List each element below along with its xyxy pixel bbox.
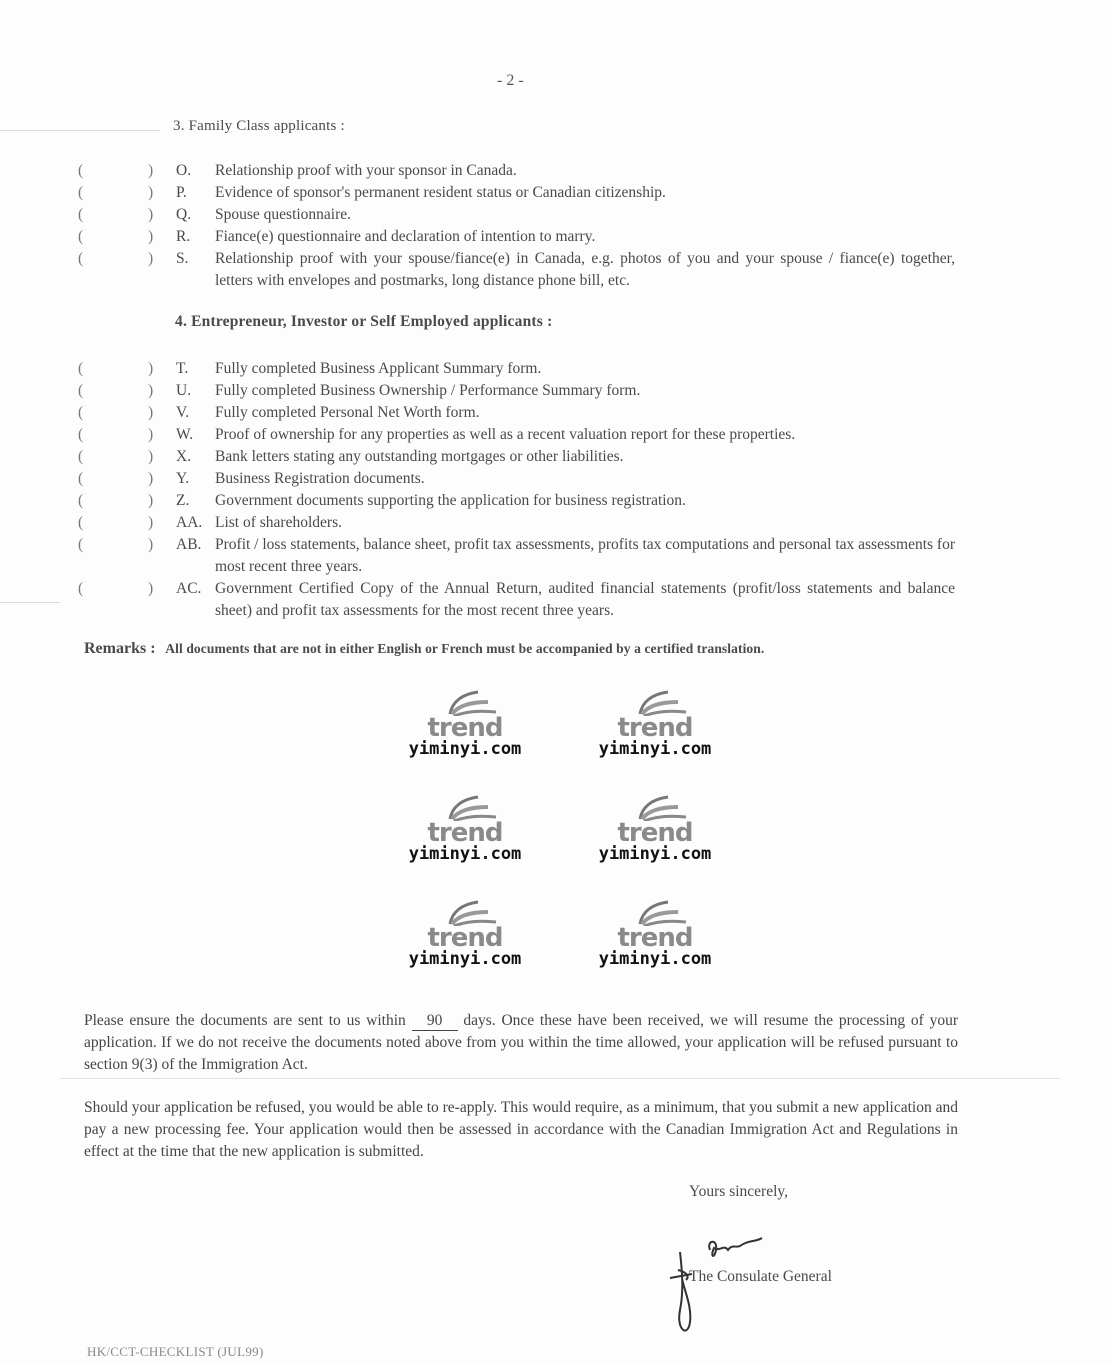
item-code: U.	[176, 382, 192, 399]
checkbox-close[interactable]: )	[148, 404, 154, 421]
watermark-site: yiminyi.com	[408, 739, 522, 759]
scan-artifact-line	[0, 130, 160, 131]
checkbox-open[interactable]: (	[78, 206, 84, 223]
checkbox-open[interactable]: (	[78, 492, 84, 509]
item-text: Spouse questionnaire.	[215, 206, 352, 223]
item-text: Evidence of sponsor's permanent resident status or Canadian citizenship.	[215, 184, 666, 201]
checkbox-close[interactable]: )	[148, 184, 154, 201]
item-code: AC.	[176, 580, 202, 597]
watermark-logo: trend	[617, 923, 693, 953]
checkbox-open[interactable]: (	[78, 184, 84, 201]
item-code: V.	[176, 404, 190, 421]
item-code: W.	[176, 426, 194, 443]
watermark-site: yiminyi.com	[408, 949, 522, 969]
watermark	[585, 690, 725, 758]
watermark	[395, 900, 535, 968]
watermark-site: yiminyi.com	[598, 739, 712, 759]
checkbox-close[interactable]: )	[148, 426, 154, 443]
item-text: Fully completed Personal Net Worth form.	[215, 404, 480, 421]
item-code: Y.	[176, 470, 190, 487]
scan-artifact-line	[60, 1078, 1060, 1079]
checkbox-close[interactable]: )	[148, 470, 154, 487]
checkbox-close[interactable]: )	[148, 536, 154, 553]
item-code: Q.	[176, 206, 192, 223]
item-text: Proof of ownership for any properties as well as a recent valuation report for these properties.	[215, 426, 796, 443]
checkbox-close[interactable]: )	[148, 228, 154, 245]
deadline-text-after: days. Once these have been received, we will resume the processing of your application. If we do not receive the documents noted above from you within the time allowed, your application will be refused pursuant to section 9(3) of the Immigration Act.	[84, 1012, 959, 1073]
watermark-logo: trend	[617, 713, 693, 743]
item-code: AA.	[176, 514, 203, 531]
checkbox-open[interactable]: (	[78, 250, 84, 267]
watermark	[585, 795, 725, 863]
item-text: Relationship proof with your sponsor in Canada.	[215, 162, 517, 179]
watermark-logo: trend	[427, 818, 503, 848]
item-text: List of shareholders.	[215, 514, 342, 531]
watermark-site: yiminyi.com	[598, 949, 712, 969]
watermark	[585, 900, 725, 968]
checkbox-close[interactable]: )	[148, 382, 154, 399]
watermark-logo: trend	[427, 713, 503, 743]
item-code: Z.	[176, 492, 190, 509]
item-text: Fully completed Business Applicant Summary form.	[215, 360, 542, 377]
item-text: Business Registration documents.	[215, 470, 425, 487]
checkbox-close[interactable]: )	[148, 580, 154, 597]
section-3-title: 3. Family Class applicants :	[173, 118, 345, 134]
item-code: P.	[176, 184, 187, 201]
item-text: Profit / loss statements, balance sheet, profit tax assessments, profits tax computations and personal tax assessments for most recent three years.	[215, 536, 955, 575]
checkbox-open[interactable]: (	[78, 382, 84, 399]
checkbox-close[interactable]: )	[148, 492, 154, 509]
checkbox-close[interactable]: )	[148, 514, 154, 531]
checkbox-open[interactable]: (	[78, 448, 84, 465]
watermark-logo: trend	[427, 923, 503, 953]
remarks-label: Remarks :	[84, 640, 156, 657]
item-code: X.	[176, 448, 192, 465]
page-number: - 2 -	[497, 72, 524, 89]
checkbox-close[interactable]: )	[148, 250, 154, 267]
checkbox-close[interactable]: )	[148, 206, 154, 223]
item-code: O.	[176, 162, 192, 179]
checkbox-close[interactable]: )	[148, 448, 154, 465]
item-text: Bank letters stating any outstanding mortgages or other liabilities.	[215, 448, 624, 465]
item-text: Fiance(e) questionnaire and declaration of intention to marry.	[215, 228, 596, 245]
watermark	[395, 795, 535, 863]
section-4-title: 4. Entrepreneur, Investor or Self Employed applicants :	[175, 313, 553, 330]
item-code: R.	[176, 228, 191, 245]
checkbox-open[interactable]: (	[78, 426, 84, 443]
reapply-paragraph: Should your application be refused, you would be able to re-apply. This would require, as a minimum, that you submit a new application and pay a new processing fee. Your application would then be assessed in accordance with the Canadian Immigration Act and Regulations in effect at the time that the new application is submitted.	[84, 1099, 958, 1160]
checkbox-open[interactable]: (	[78, 470, 84, 487]
checkbox-open[interactable]: (	[78, 162, 84, 179]
deadline-text-before: Please ensure the documents are sent to us within	[84, 1012, 406, 1029]
watermark-site: yiminyi.com	[598, 844, 712, 864]
scan-artifact-line	[0, 602, 60, 603]
item-text: Fully completed Business Ownership / Performance Summary form.	[215, 382, 641, 399]
watermark	[395, 690, 535, 758]
remarks	[84, 640, 764, 658]
checkbox-open[interactable]: (	[78, 228, 84, 245]
item-text: Government documents supporting the application for business registration.	[215, 492, 686, 509]
closing: Yours sincerely,	[689, 1183, 789, 1200]
checkbox-open[interactable]: (	[78, 536, 84, 553]
item-code: AB.	[176, 536, 202, 553]
checkbox-open[interactable]: (	[78, 580, 84, 597]
item-code: T.	[176, 360, 189, 377]
checkbox-open[interactable]: (	[78, 360, 84, 377]
deadline-days: 90	[412, 1012, 458, 1031]
checkbox-close[interactable]: )	[148, 162, 154, 179]
item-text: Relationship proof with your spouse/fiance(e) in Canada, e.g. photos of you and your spouse / fiance(e) together, letters with envelopes and postmarks, long distance phone bill, etc.	[215, 250, 955, 289]
checkbox-close[interactable]: )	[148, 360, 154, 377]
watermark-logo: trend	[617, 818, 693, 848]
item-text: Government Certified Copy of the Annual Return, audited financial statements (profit/loss statements and balance sheet) and profit tax assessments for the most recent three years.	[215, 580, 955, 619]
watermark-site: yiminyi.com	[408, 844, 522, 864]
checkbox-open[interactable]: (	[78, 404, 84, 421]
deadline-paragraph	[84, 1010, 958, 1076]
signer-title: The Consulate General	[689, 1268, 832, 1285]
checkbox-open[interactable]: (	[78, 514, 84, 531]
item-code: S.	[176, 250, 189, 267]
footer-code: HK/CCT-CHECKLIST (JUL99)	[87, 1344, 264, 1359]
remarks-text: All documents that are not in either English or French must be accompanied by a certified translation.	[165, 641, 765, 656]
